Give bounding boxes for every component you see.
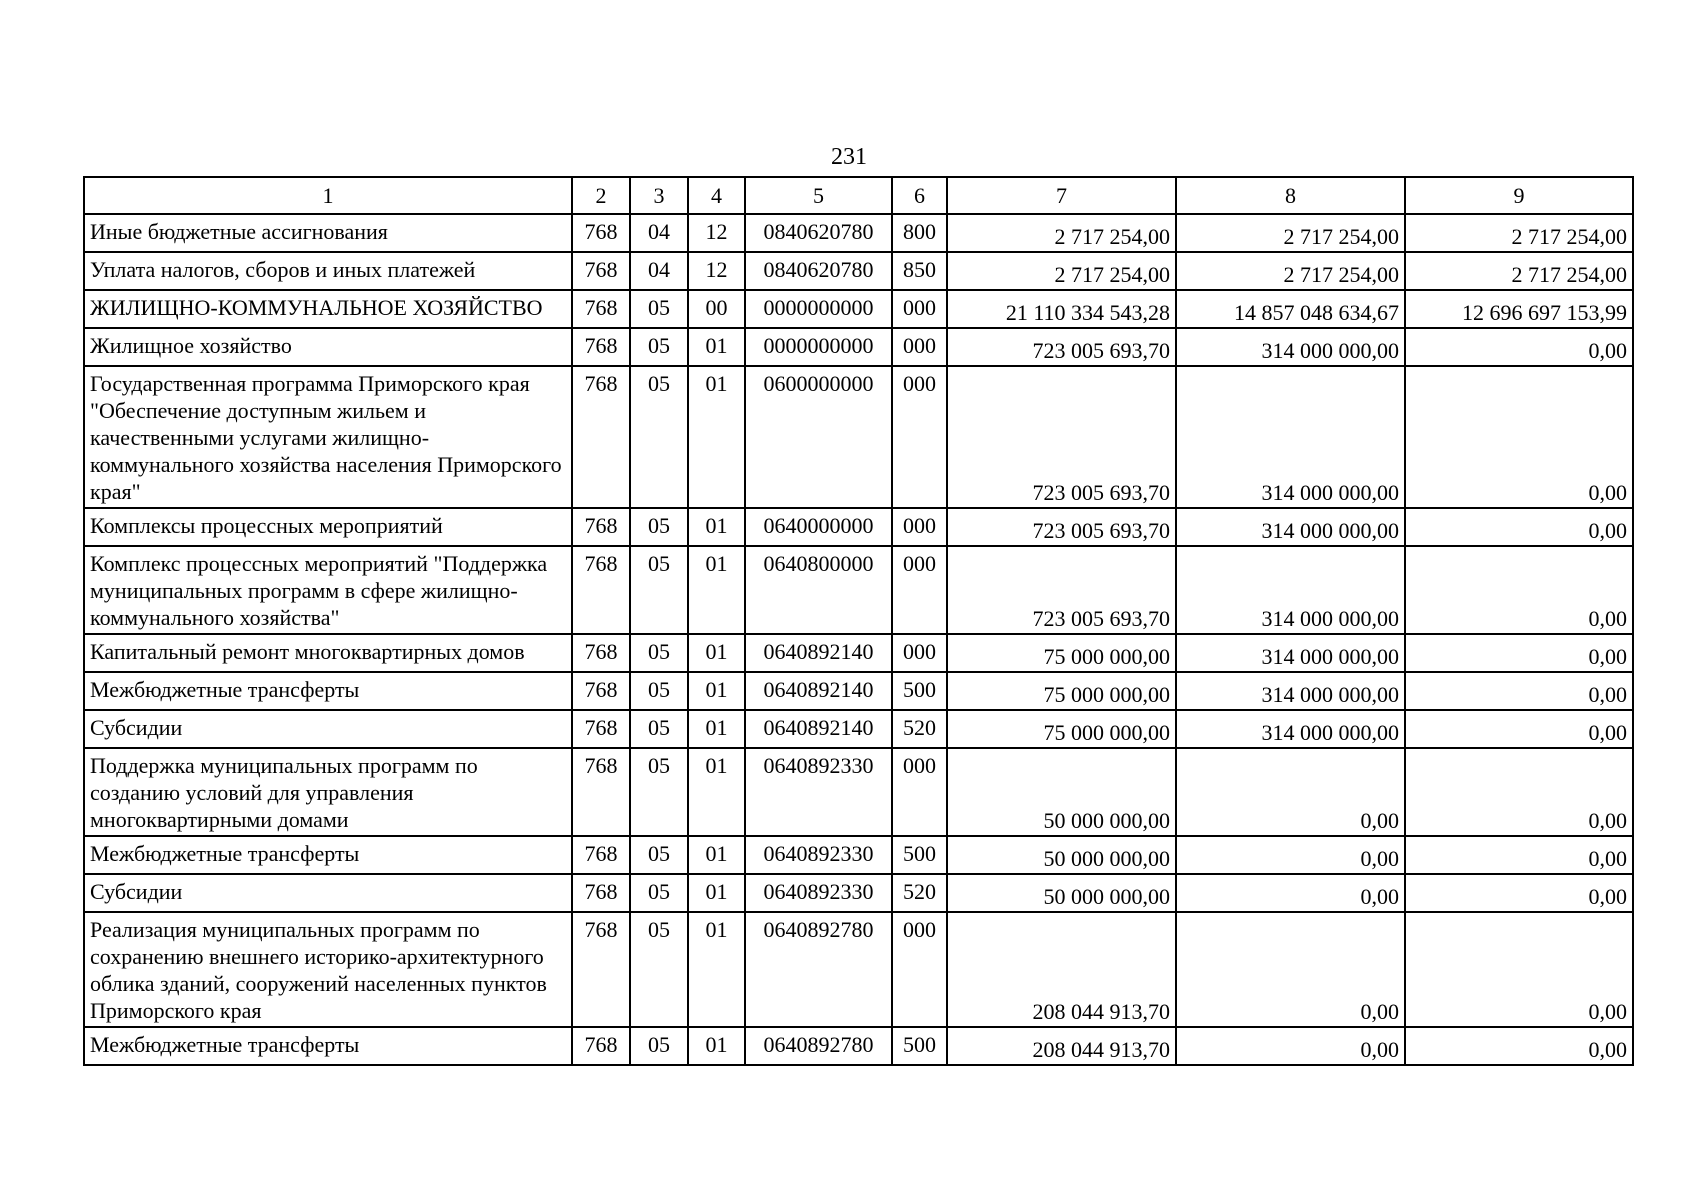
department-code: 768 xyxy=(572,634,630,672)
header-row xyxy=(84,177,1633,214)
amount-col-9: 0,00 xyxy=(1405,634,1633,672)
amount-col-7: 723 005 693,70 xyxy=(947,366,1176,508)
col-header-9: 9 xyxy=(1405,177,1633,214)
amount-col-9: 12 696 697 153,99 xyxy=(1405,290,1633,328)
department-code: 768 xyxy=(572,328,630,366)
table-row xyxy=(84,836,1633,874)
table-row xyxy=(84,366,1633,508)
table-header xyxy=(84,177,1633,214)
amount-col-8: 0,00 xyxy=(1176,836,1405,874)
budget-item-name: Капитальный ремонт многоквартирных домов xyxy=(84,634,572,672)
expense-type-code: 500 xyxy=(892,1027,947,1065)
budget-item-name: Государственная программа Приморского края "Обеспечение доступным жильем и качественными услугами жилищно-коммунального хозяйства населения Приморского края" xyxy=(84,366,572,508)
department-code: 768 xyxy=(572,508,630,546)
col-header-4: 4 xyxy=(688,177,745,214)
department-code: 768 xyxy=(572,214,630,252)
target-article-code: 0640892330 xyxy=(745,748,892,836)
expense-type-code: 000 xyxy=(892,508,947,546)
table-row xyxy=(84,290,1633,328)
section-code: 05 xyxy=(630,328,688,366)
amount-col-7: 723 005 693,70 xyxy=(947,328,1176,366)
expense-type-code: 850 xyxy=(892,252,947,290)
amount-col-8: 314 000 000,00 xyxy=(1176,672,1405,710)
subsection-code: 01 xyxy=(688,710,745,748)
expense-type-code: 000 xyxy=(892,290,947,328)
amount-col-7: 75 000 000,00 xyxy=(947,634,1176,672)
department-code: 768 xyxy=(572,912,630,1027)
amount-col-7: 21 110 334 543,28 xyxy=(947,290,1176,328)
section-code: 05 xyxy=(630,1027,688,1065)
amount-col-8: 314 000 000,00 xyxy=(1176,508,1405,546)
department-code: 768 xyxy=(572,748,630,836)
page-number: 231 xyxy=(831,144,867,170)
target-article-code: 0600000000 xyxy=(745,366,892,508)
section-code: 05 xyxy=(630,508,688,546)
section-code: 05 xyxy=(630,912,688,1027)
amount-col-7: 75 000 000,00 xyxy=(947,710,1176,748)
amount-col-7: 50 000 000,00 xyxy=(947,836,1176,874)
amount-col-9: 0,00 xyxy=(1405,672,1633,710)
subsection-code: 01 xyxy=(688,634,745,672)
target-article-code: 0640892780 xyxy=(745,1027,892,1065)
table-row xyxy=(84,546,1633,634)
department-code: 768 xyxy=(572,836,630,874)
target-article-code: 0640892140 xyxy=(745,672,892,710)
subsection-code: 01 xyxy=(688,672,745,710)
budget-item-name: Субсидии xyxy=(84,710,572,748)
amount-col-7: 50 000 000,00 xyxy=(947,748,1176,836)
target-article-code: 0640892140 xyxy=(745,634,892,672)
amount-col-8: 314 000 000,00 xyxy=(1176,634,1405,672)
budget-item-name: Межбюджетные трансферты xyxy=(84,836,572,874)
budget-item-name: Комплексы процессных мероприятий xyxy=(84,508,572,546)
table-row xyxy=(84,328,1633,366)
col-header-8: 8 xyxy=(1176,177,1405,214)
col-header-6: 6 xyxy=(892,177,947,214)
target-article-code: 0840620780 xyxy=(745,214,892,252)
subsection-code: 12 xyxy=(688,214,745,252)
expense-type-code: 500 xyxy=(892,672,947,710)
table-row xyxy=(84,1027,1633,1065)
amount-col-7: 2 717 254,00 xyxy=(947,252,1176,290)
amount-col-8: 314 000 000,00 xyxy=(1176,366,1405,508)
target-article-code: 0640800000 xyxy=(745,546,892,634)
expense-type-code: 000 xyxy=(892,546,947,634)
budget-item-name: Межбюджетные трансферты xyxy=(84,1027,572,1065)
amount-col-9: 0,00 xyxy=(1405,328,1633,366)
budget-item-name: Поддержка муниципальных программ по созданию условий для управления многоквартирными домами xyxy=(84,748,572,836)
target-article-code: 0840620780 xyxy=(745,252,892,290)
amount-col-8: 2 717 254,00 xyxy=(1176,214,1405,252)
subsection-code: 01 xyxy=(688,546,745,634)
table-body xyxy=(84,214,1633,1065)
amount-col-9: 0,00 xyxy=(1405,366,1633,508)
subsection-code: 01 xyxy=(688,748,745,836)
col-header-3: 3 xyxy=(630,177,688,214)
expense-type-code: 520 xyxy=(892,710,947,748)
department-code: 768 xyxy=(572,874,630,912)
target-article-code: 0640892140 xyxy=(745,710,892,748)
budget-item-name: Иные бюджетные ассигнования xyxy=(84,214,572,252)
section-code: 05 xyxy=(630,836,688,874)
department-code: 768 xyxy=(572,546,630,634)
section-code: 04 xyxy=(630,252,688,290)
amount-col-9: 0,00 xyxy=(1405,1027,1633,1065)
budget-item-name: Межбюджетные трансферты xyxy=(84,672,572,710)
department-code: 768 xyxy=(572,672,630,710)
table-row xyxy=(84,634,1633,672)
subsection-code: 01 xyxy=(688,328,745,366)
subsection-code: 12 xyxy=(688,252,745,290)
col-header-5: 5 xyxy=(745,177,892,214)
section-code: 04 xyxy=(630,214,688,252)
expense-type-code: 500 xyxy=(892,836,947,874)
amount-col-7: 723 005 693,70 xyxy=(947,546,1176,634)
budget-table xyxy=(83,176,1634,1066)
amount-col-8: 0,00 xyxy=(1176,874,1405,912)
expense-type-code: 000 xyxy=(892,328,947,366)
amount-col-7: 75 000 000,00 xyxy=(947,672,1176,710)
expense-type-code: 000 xyxy=(892,912,947,1027)
budget-item-name: Жилищное хозяйство xyxy=(84,328,572,366)
target-article-code: 0000000000 xyxy=(745,328,892,366)
table-row xyxy=(84,252,1633,290)
expense-type-code: 000 xyxy=(892,634,947,672)
budget-item-name: Уплата налогов, сборов и иных платежей xyxy=(84,252,572,290)
target-article-code: 0000000000 xyxy=(745,290,892,328)
table-row xyxy=(84,748,1633,836)
table-row xyxy=(84,710,1633,748)
department-code: 768 xyxy=(572,290,630,328)
amount-col-9: 2 717 254,00 xyxy=(1405,252,1633,290)
section-code: 05 xyxy=(630,290,688,328)
table-row xyxy=(84,672,1633,710)
section-code: 05 xyxy=(630,634,688,672)
amount-col-7: 2 717 254,00 xyxy=(947,214,1176,252)
amount-col-7: 50 000 000,00 xyxy=(947,874,1176,912)
amount-col-8: 2 717 254,00 xyxy=(1176,252,1405,290)
section-code: 05 xyxy=(630,546,688,634)
budget-item-name: Субсидии xyxy=(84,874,572,912)
section-code: 05 xyxy=(630,672,688,710)
section-code: 05 xyxy=(630,366,688,508)
subsection-code: 00 xyxy=(688,290,745,328)
target-article-code: 0640892330 xyxy=(745,836,892,874)
col-header-7: 7 xyxy=(947,177,1176,214)
amount-col-8: 0,00 xyxy=(1176,1027,1405,1065)
col-header-1: 1 xyxy=(84,177,572,214)
subsection-code: 01 xyxy=(688,1027,745,1065)
amount-col-9: 0,00 xyxy=(1405,508,1633,546)
subsection-code: 01 xyxy=(688,874,745,912)
table-row xyxy=(84,912,1633,1027)
amount-col-9: 0,00 xyxy=(1405,836,1633,874)
amount-col-8: 314 000 000,00 xyxy=(1176,328,1405,366)
amount-col-8: 0,00 xyxy=(1176,912,1405,1027)
budget-item-name: ЖИЛИЩНО-КОММУНАЛЬНОЕ ХОЗЯЙСТВО xyxy=(84,290,572,328)
subsection-code: 01 xyxy=(688,508,745,546)
amount-col-9: 0,00 xyxy=(1405,546,1633,634)
amount-col-7: 723 005 693,70 xyxy=(947,508,1176,546)
department-code: 768 xyxy=(572,710,630,748)
col-header-2: 2 xyxy=(572,177,630,214)
amount-col-8: 14 857 048 634,67 xyxy=(1176,290,1405,328)
amount-col-9: 0,00 xyxy=(1405,912,1633,1027)
budget-item-name: Реализация муниципальных программ по сохранению внешнего историко-архитектурного облика зданий, сооружений населенных пунктов Приморского края xyxy=(84,912,572,1027)
amount-col-9: 0,00 xyxy=(1405,874,1633,912)
department-code: 768 xyxy=(572,252,630,290)
amount-col-8: 314 000 000,00 xyxy=(1176,710,1405,748)
expense-type-code: 800 xyxy=(892,214,947,252)
table-row xyxy=(84,508,1633,546)
section-code: 05 xyxy=(630,874,688,912)
target-article-code: 0640892330 xyxy=(745,874,892,912)
section-code: 05 xyxy=(630,748,688,836)
table-row xyxy=(84,874,1633,912)
expense-type-code: 000 xyxy=(892,748,947,836)
amount-col-7: 208 044 913,70 xyxy=(947,912,1176,1027)
amount-col-7: 208 044 913,70 xyxy=(947,1027,1176,1065)
amount-col-9: 2 717 254,00 xyxy=(1405,214,1633,252)
subsection-code: 01 xyxy=(688,366,745,508)
table-row xyxy=(84,214,1633,252)
budget-item-name: Комплекс процессных мероприятий "Поддержка муниципальных программ в сфере жилищно-коммунального хозяйства" xyxy=(84,546,572,634)
expense-type-code: 000 xyxy=(892,366,947,508)
target-article-code: 0640000000 xyxy=(745,508,892,546)
target-article-code: 0640892780 xyxy=(745,912,892,1027)
department-code: 768 xyxy=(572,1027,630,1065)
section-code: 05 xyxy=(630,710,688,748)
department-code: 768 xyxy=(572,366,630,508)
amount-col-9: 0,00 xyxy=(1405,710,1633,748)
subsection-code: 01 xyxy=(688,836,745,874)
amount-col-9: 0,00 xyxy=(1405,748,1633,836)
amount-col-8: 0,00 xyxy=(1176,748,1405,836)
expense-type-code: 520 xyxy=(892,874,947,912)
subsection-code: 01 xyxy=(688,912,745,1027)
amount-col-8: 314 000 000,00 xyxy=(1176,546,1405,634)
